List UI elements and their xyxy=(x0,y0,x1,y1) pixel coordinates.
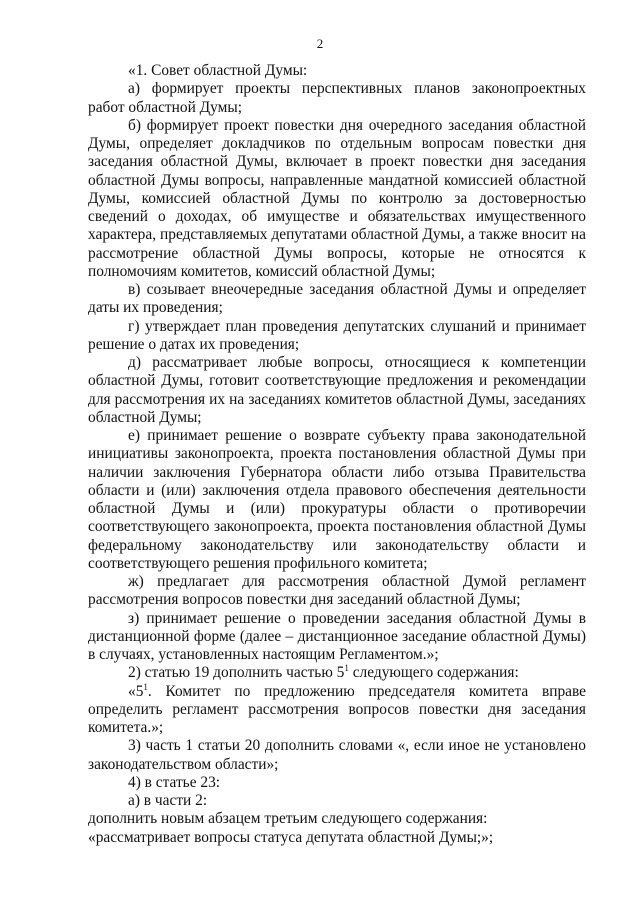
paragraph-amendment-4-a: а) в части 2: xyxy=(128,792,208,809)
paragraph-item-e: е) принимает решение о возврате субъекту права законодательной инициативы законопроекта, проекта постановления областной Думы при наличии заключения Губернатора области либо отзыва Правительства области и (или) заключения отдела правового обеспечения деятельности областной Думы и (или) прокуратуры области о противоречии соответствующего законопроекта, проекта постановления областной Думы федеральному законодательству или законодательству области и соответствующего решения профильного комитета; xyxy=(88,427,586,572)
paragraph-amendment-4: 4) в статье 23: xyxy=(128,773,221,791)
paragraph-item-zh: ж) предлагает для рассмотрения областной Думой регламент рассмотрения вопросов повестки дня заседаний областной Думы; xyxy=(88,573,586,609)
paragraph-amendment-2 xyxy=(88,664,586,682)
part-5-1-text-start: «5 xyxy=(128,682,144,700)
amendment-2-superscript: 1 xyxy=(344,663,349,674)
part-5-1-text-end: . Комитет по предложению председателя комитета вправе определить регламент рассмотрения вопросов повестки дня заседания комитета.»; xyxy=(88,682,586,736)
paragraph-part-5-1 xyxy=(88,683,586,738)
page-number: 2 xyxy=(316,36,324,51)
paragraph-item-a: а) формирует проекты перспективных планов законопроектных работ областной Думы; xyxy=(88,80,586,116)
paragraph-item-d: д) рассматривает любые вопросы, относящиеся к компетенции областной Думы, готовит соответствующие предложения и рекомендации для рассмотрения их на заседаниях комитетов областной Думы, заседаниях областной Думы; xyxy=(88,354,586,426)
paragraph-deputy-status: «рассматривает вопросы статуса депутата областной Думы;»; xyxy=(88,828,494,846)
amendment-2-text-start: 2) статью 19 дополнить частью 5 xyxy=(128,664,345,682)
document-body xyxy=(88,62,586,847)
paragraph-item-z: з) принимает решение о проведении заседания областной Думы в дистанционной форме (далее – дистанционное заседание областной Думы) в случаях, установленных настоящим Регламентом.»; xyxy=(88,609,586,663)
paragraph-item-g: г) утверждает план проведения депутатских слушаний и принимает решение о датах их проведения; xyxy=(88,317,586,353)
paragraph-new-abzats: дополнить новым абзацем третьим следующего содержания: xyxy=(88,810,488,828)
paragraph-item-b: б) формирует проект повестки дня очередного заседания областной Думы, определяет докладчиков по отдельным вопросам повестки дня заседания областной Думы, включает в проект повестки дня заседания областной Думы вопросы, направленные мандатной комиссией областной Думы, комиссией областной Думы по контролю за достоверностью сведений о доходах, об имуществе и обязательствах имущественного характера, представляемых депутатами областной Думы, а также вносит на рассмотрение областной Думы вопросы, которые не относятся к полномочиям комитетов, комиссий областной Думы; xyxy=(88,116,586,280)
paragraph-item-v: в) созывает внеочередные заседания областной Думы и определяет даты их проведения; xyxy=(88,281,586,317)
part-5-1-superscript: 1 xyxy=(143,681,148,692)
paragraph-amendment-3: 3) часть 1 статьи 20 дополнить словами «, если иное не установлено законодательством области»; xyxy=(88,737,586,773)
paragraph-council-heading: «1. Совет областной Думы: xyxy=(128,62,308,79)
amendment-2-text-end: следующего содержания: xyxy=(348,664,519,682)
